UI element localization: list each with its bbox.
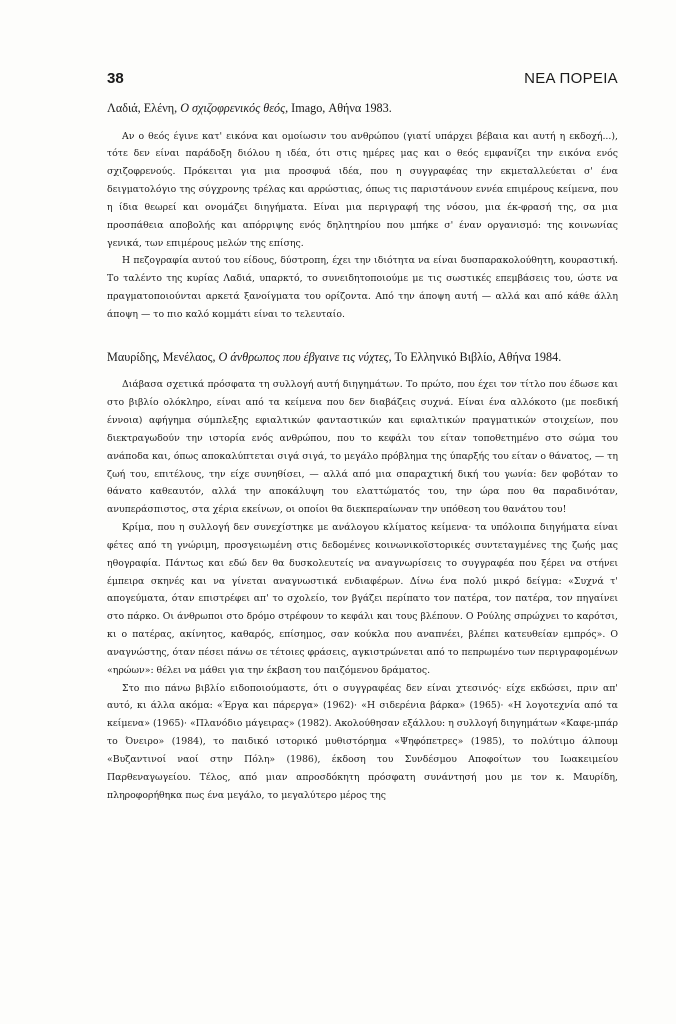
page-number: 38 <box>107 70 124 87</box>
page-header <box>107 70 618 87</box>
review-paragraph: Διάβασα σχετικά πρόσφατα τη συλλογή αυτή διηγημάτων. Το πρώτο, που έχει τον τίτλο που έδωσε και στο βιβλίο ολόκληρο, είναι από τα κείμενα που δεν διαβάζεις συχνά. Είναι ένα αλλόκοτο (με ποεδική έννοια) αφήγημα σύμπλεξης εφιαλτικών φανταστικών και εφιαλτικών πραγματικών στοιχείων, που διεκτραγωδούν την ιστορία ενός ανθρώπου, που το κεφάλι του είταν τοποθετημένο στο σώμα του ανάποδα και, όπως αποκαλύπτεται σιγά σιγά, το μεγάλο πρόβλημα της ύπαρξής του είταν ο θάνατος, — τη ζωή του, επιτέλους, την είχε συνηθίσει, — αλλά από μια σπαραχτική δική του γωνία: δεν φοβόταν το θάνατο καθεαυτόν, αλλά την αποκάλυψη του ελαττώματός του, την ώρα που θα παραδινόταν, ανυπεράσπιστος, στα χέρια εκείνων, οι οποίοι θα διεκπεραίωναν την υπόθεση του θανάτου του! <box>107 379 618 516</box>
page-body <box>107 100 618 830</box>
book-citation <box>107 349 618 367</box>
citation-title: Ο άνθρωπος που έβγαινε τις νύχτες, <box>218 349 392 364</box>
citation-author: Λαδιά, Ελένη, <box>107 101 178 115</box>
citation-title: Ο σχιζοφρενικός θεός, <box>180 101 289 115</box>
citation-publisher: Το Ελληνικό Βιβλίο, Αθήνα 1984. <box>394 349 562 364</box>
review-ladia <box>107 100 618 324</box>
review-paragraph: Αν ο θεός έγινε κατ' εικόνα και ομοίωσιν του ανθρώπου (γιατί υπάρχει βέβαια και αυτή η εκδοχή...), τότε δεν είναι παράδοξη διόλου η ιδέα, ότι στις ημέρες μας και ο θεός εμφανίζει την εικόνα ενός σχιζοφρενούς. Πρόκειται για μια προσφυά ιδέα, που η συγγραφέας την εκμεταλλεύεται σ' ένα δειγματολόγιο της σύγχρονης τρέλας και αρρώστιας, όπως τις παριστάνουν εννέα επιμέρους κείμενα, που η ίδια θεωρεί και ονομάζει διηγήματα. Είναι μια περιγραφή της νόσου, μια έκ-φρασή της, σα μια προσπάθεια αποβολής και απόρριψης ενός δηλητηρίου που μπήκε σ' έναν οργανισμό: της κοινωνίας γενικά, των επιμέρους μελών της επίσης. <box>107 130 618 249</box>
review-paragraph: Κρίμα, που η συλλογή δεν συνεχίστηκε με ανάλογου κλίματος κείμενα· τα υπόλοιπα διηγήματα είναι φέτες από τη γνώριμη, προσγειωμένη στις δεδομένες κοινωνικοϊστορικές συντεταγμένες της ζωής μας ηθογραφία. Πάντως και εδώ δεν θα δυσκολευτείς να αναγνωρίσεις το συγγραφέα που ξέρει να στήνει έμπειρα σκηνές και να γίνεται αναγνωστικά ενδιαφέρων. Δίνω ένα πολύ μικρό δείγμα: «Συχνά τ' απογεύματα, όταν επιστρέφει απ' το σχολείο, τον βγάζει περίπατο τον πατέρα, τον πατέρα, τον πηγαίνει στο πάρκο. Οι άνθρωποι στο δρόμο στρέφουν το κεφάλι και τους βλέπουν. Ο Ρούλης σπρώχνει το καρότσι, κι ο πατέρας, ακίνητος, καθαρός, επίσημος, σαν κούκλα που αναπνέει, βλέπει κατευθείαν εμπρός». Ο αναγνώστης, όταν πέσει πάνω σε τέτοιες φράσεις, αγκιστρώνεται από το πεπρωμένο των περιγραφομένων «ηρώων»: θέλει να μάθει για την έκβαση του παιζόμενου δράματος. <box>107 522 618 676</box>
citation-publisher: Imago, Αθήνα 1983. <box>291 101 392 115</box>
review-paragraph: Η πεζογραφία αυτού του είδους, δύστροπη, έχει την ιδιότητα να είναι δυσπαρακολούθητη, κουραστική. Το ταλέντο της κυρίας Λαδιά, υπαρκτό, το συνειδητοποιούμε με τις σωστικές επεμβάσεις του, ώστε να πραγματοποιούνται αρκετά ξανοίγματα του ορίζοντα. Από την άποψη αυτή — αλλά και από κάθε άλλη άποψη — το πιο καλό κομμάτι είναι το τελευταίο. <box>107 255 618 320</box>
review-mavridis <box>107 349 618 805</box>
journal-title: ΝΕΑ ΠΟΡΕΙΑ <box>524 70 618 87</box>
review-paragraph: Στο πιο πάνω βιβλίο ειδοποιούμαστε, ότι ο συγγραφέας δεν είναι χτεσινός· είχε εκδώσει, πριν απ' αυτό, κι άλλα ακόμα: «Έργα και πάρεργα» (1962)· «Η σιδερένια βάρκα» (1965)· «Η λογοτεχνία από τα κείμενα» (1965)· «Πλανόδιο μάγειρας» (1982). Ακολούθησαν εξάλλου: η συλλογή διηγημάτων «Καφε-μπάρ το Όνειρο» (1984), το παιδικό ιστορικό μυθιστόρημα «Ψηφόπετρες» (1985), το πολύτιμο άλπουμ «Βυζαντινοί ναοί στην Πόλη» (1986), έκδοση του Συνδέσμου Αποφοίτων του Ιωακειμείου Παρθεναγωγείου. Τέλος, από μιαν απροσδόκητη πρόσφατη συνάντησή μου με τον κ. Μαυρίδη, πληροφορήθηκα πως ένα μεγάλο, το μεγαλύτερο μέρος της <box>107 682 618 801</box>
book-citation <box>107 100 618 118</box>
citation-author: Μαυρίδης, Μενέλαος, <box>107 349 216 364</box>
